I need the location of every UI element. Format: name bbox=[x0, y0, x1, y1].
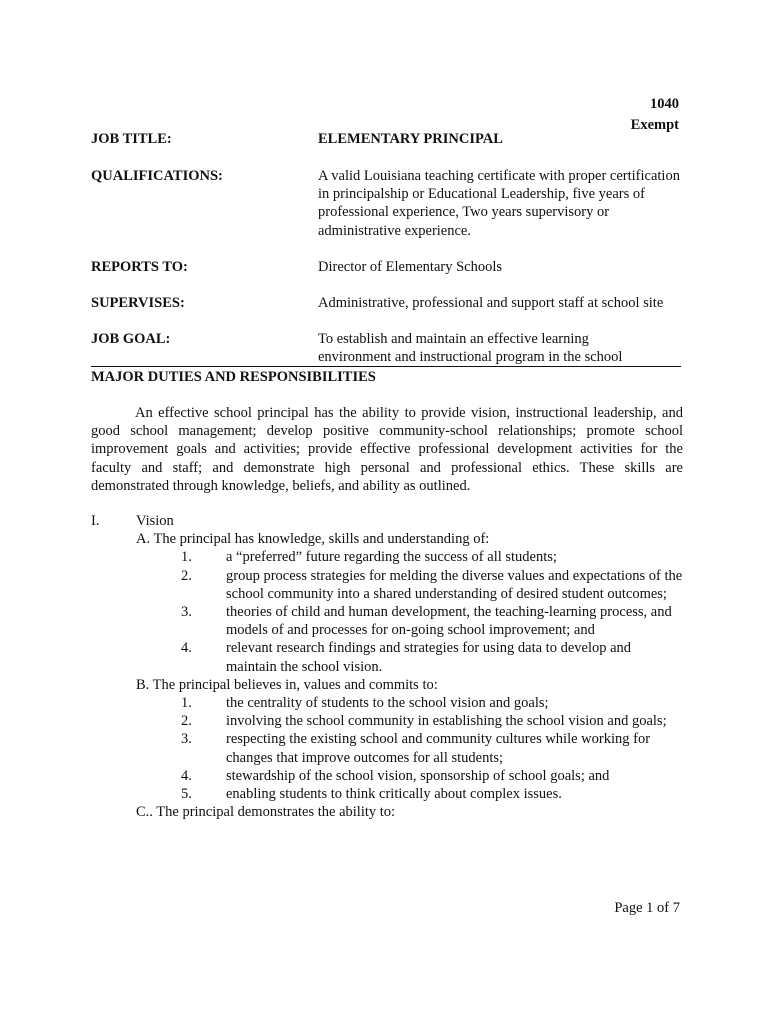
subsection-a-heading: A. The principal has knowledge, skills and understanding of: bbox=[136, 531, 490, 548]
exempt-status: Exempt bbox=[630, 117, 679, 133]
list-item bbox=[91, 639, 683, 675]
item-number: 4. bbox=[181, 767, 192, 784]
job-goal-value: To establish and maintain an effective learning environment and instructional program in the school bbox=[318, 331, 623, 366]
list-item bbox=[91, 567, 683, 603]
item-text: the centrality of students to the school vision and goals; bbox=[226, 695, 549, 712]
section-title: MAJOR DUTIES AND RESPONSIBILITIES bbox=[91, 369, 376, 385]
item-number: 1. bbox=[181, 549, 192, 566]
item-number: 3. bbox=[181, 731, 192, 748]
item-text: a “preferred” future regarding the success of all students; bbox=[226, 549, 557, 566]
qualifications-value: A valid Louisiana teaching certificate with proper certification in principalship or Educational Leadership, five years of professional experience, Two years supervisory or administrative experience. bbox=[318, 168, 680, 239]
supervises-value: Administrative, professional and support staff at school site bbox=[318, 295, 664, 311]
section-heading: Vision bbox=[136, 513, 174, 529]
list-item bbox=[91, 694, 683, 712]
roman-numeral: I. bbox=[91, 513, 100, 529]
item-text: involving the school community in establishing the school vision and goals; bbox=[226, 713, 667, 730]
page-number: Page 1 of 7 bbox=[614, 900, 680, 916]
item-number: 3. bbox=[181, 604, 192, 620]
item-text: group process strategies for melding the diverse values and expectations of the school community into a shared understanding of desired student outcomes; bbox=[226, 567, 683, 602]
item-text: respecting the existing school and community cultures while working for changes that improve outcomes for all students; bbox=[226, 731, 651, 766]
item-number: 5. bbox=[181, 786, 192, 803]
item-text: enabling students to think critically about complex issues. bbox=[226, 786, 562, 803]
list-item bbox=[91, 712, 683, 730]
reports-to-value: Director of Elementary Schools bbox=[318, 259, 503, 275]
job-title-value: ELEMENTARY PRINCIPAL bbox=[318, 131, 503, 147]
reports-to-label: REPORTS TO: bbox=[91, 259, 188, 275]
item-number: 4. bbox=[181, 640, 192, 657]
outline-section-vision bbox=[91, 512, 683, 530]
qualifications-label: QUALIFICATIONS: bbox=[91, 168, 223, 184]
document-number: 1040 bbox=[650, 96, 679, 112]
list-item bbox=[91, 548, 683, 566]
subsection-b-heading: B. The principal believes in, values and commits to: bbox=[136, 676, 438, 693]
subsection-c-heading: C.. The principal demonstrates the ability to: bbox=[136, 804, 396, 821]
list-item bbox=[91, 767, 683, 785]
item-number: 2. bbox=[181, 567, 192, 584]
duties-outline bbox=[91, 512, 683, 821]
section-divider bbox=[91, 366, 681, 367]
intro-paragraph: An effective school principal has the ability to provide vision, instructional leadership, and good school management; develop positive community-school relationships; promote school improvement goals and activities; provide effective professional development activities for the faculty and staff; and demonstrate high personal and professional ethics. These skills are demonstrated through knowledge, beliefs, and ability as outlined. bbox=[91, 405, 683, 494]
item-number: 1. bbox=[181, 695, 192, 712]
item-number: 2. bbox=[181, 713, 192, 730]
item-text: relevant research findings and strategies for using data to develop and maintain the school vision. bbox=[226, 640, 632, 675]
item-text: theories of child and human development, the teaching-learning process, and models of and processes for on-going school improvement; and bbox=[226, 604, 672, 639]
list-item bbox=[91, 603, 683, 639]
supervises-label: SUPERVISES: bbox=[91, 295, 185, 311]
list-item bbox=[91, 730, 683, 766]
job-goal-label: JOB GOAL: bbox=[91, 331, 171, 347]
item-text: stewardship of the school vision, sponsorship of school goals; and bbox=[226, 767, 610, 784]
list-item bbox=[91, 785, 683, 803]
job-title-label: JOB TITLE: bbox=[91, 131, 172, 147]
